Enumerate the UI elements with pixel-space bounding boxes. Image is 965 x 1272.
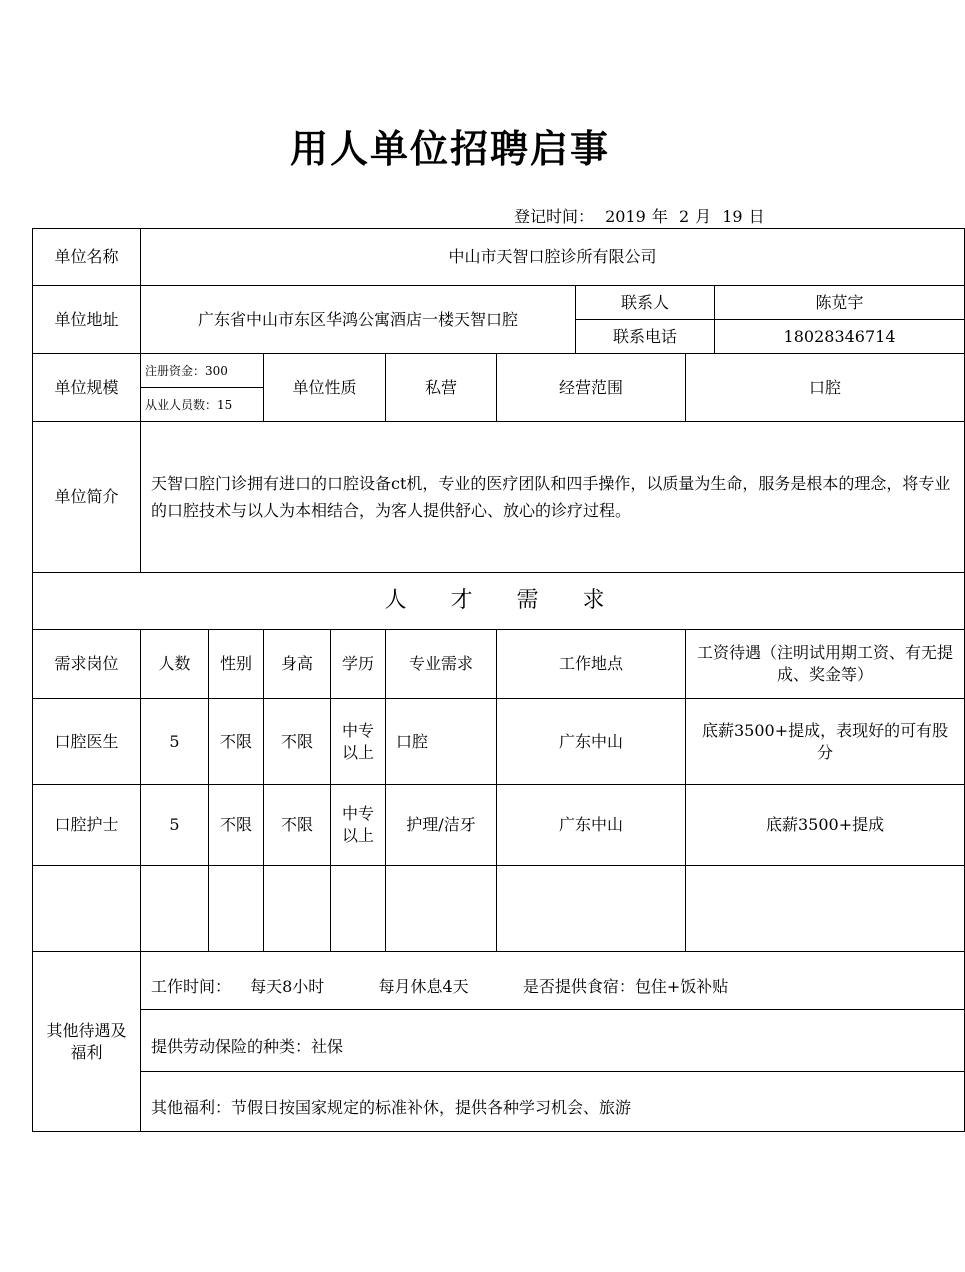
empty-cell xyxy=(209,866,264,952)
phone-label: 联系电话 xyxy=(576,320,715,354)
insurance-value: 社保 xyxy=(311,1036,344,1056)
row-count: 5 xyxy=(141,699,209,785)
empty-cell xyxy=(386,866,497,952)
row-location: 广东中山 xyxy=(497,785,686,866)
header-count: 人数 xyxy=(141,630,209,699)
registration-day: 19 xyxy=(722,207,743,226)
company-address-label: 单位地址 xyxy=(33,286,141,354)
recruitment-form xyxy=(32,228,965,1132)
empty-cell xyxy=(331,866,386,952)
row-salary: 底薪3500+提成 xyxy=(686,785,965,866)
contact-person: 陈苋宇 xyxy=(715,286,965,320)
header-location: 工作地点 xyxy=(497,630,686,699)
row-salary: 底薪3500+提成，表现好的可有股分 xyxy=(686,699,965,785)
contact-phone: 18028346714 xyxy=(715,320,965,354)
row-gender: 不限 xyxy=(209,699,264,785)
empty-cell xyxy=(141,866,209,952)
meal-label: 是否提供食宿： xyxy=(522,976,635,996)
company-nature: 私营 xyxy=(386,354,497,422)
header-gender: 性别 xyxy=(209,630,264,699)
row-position: 口腔护士 xyxy=(33,785,141,866)
row-major: 护理/洁牙 xyxy=(386,785,497,866)
month-unit: 月 xyxy=(695,207,712,226)
work-time-label: 工作时间： xyxy=(151,976,232,996)
empty-cell xyxy=(33,866,141,952)
row-location: 广东中山 xyxy=(497,699,686,785)
row-count: 5 xyxy=(141,785,209,866)
company-intro-label: 单位简介 xyxy=(33,422,141,573)
registration-label: 登记时间： xyxy=(514,207,595,226)
page-title: 用人单位招聘启事 xyxy=(289,127,610,171)
insurance-label: 提供劳动保险的种类： xyxy=(151,1036,312,1056)
header-major: 专业需求 xyxy=(386,630,497,699)
registered-capital: 注册资金：300 xyxy=(141,354,264,388)
row-education: 中专以上 xyxy=(331,699,386,785)
day-unit: 日 xyxy=(748,207,765,226)
contact-label: 联系人 xyxy=(576,286,715,320)
empty-cell xyxy=(264,866,331,952)
header-education: 学历 xyxy=(331,630,386,699)
company-name: 中山市天智口腔诊所有限公司 xyxy=(141,229,965,286)
business-scope-label: 经营范围 xyxy=(497,354,686,422)
staff-count: 从业人员数：15 xyxy=(141,388,264,422)
row-height: 不限 xyxy=(264,785,331,866)
table-row xyxy=(33,785,965,866)
row-height: 不限 xyxy=(264,699,331,785)
other-benefits-row xyxy=(141,1072,965,1132)
empty-cell xyxy=(497,866,686,952)
registration-year: 2019 xyxy=(605,207,646,226)
row-gender: 不限 xyxy=(209,785,264,866)
header-position: 需求岗位 xyxy=(33,630,141,699)
header-salary: 工资待遇（注明试用期工资、有无提成、奖金等） xyxy=(686,630,965,699)
other-benefits-label: 其他福利： xyxy=(151,1097,232,1117)
row-major: 口腔 xyxy=(386,699,497,785)
company-address: 广东省中山市东区华鸿公寓酒店一楼天智口腔 xyxy=(141,286,576,354)
rest-days: 每月休息4天 xyxy=(378,976,469,996)
company-nature-label: 单位性质 xyxy=(264,354,386,422)
insurance-row xyxy=(141,1010,965,1072)
work-time-row xyxy=(141,952,965,1010)
company-intro: 天智口腔门诊拥有进口的口腔设备ct机，专业的医疗团队和四手操作，以质量为生命，服务是根本的理念，将专业的口腔技术与以人为本相结合，为客人提供舒心、放心的诊疗过程。 xyxy=(141,422,965,573)
meal-value: 包住+饭补贴 xyxy=(634,976,729,996)
empty-cell xyxy=(686,866,965,952)
registration-date xyxy=(514,204,771,227)
company-scale-label: 单位规模 xyxy=(33,354,141,422)
other-benefits-value: 节假日按国家规定的标准补休，提供各种学习机会、旅游 xyxy=(231,1097,632,1117)
year-unit: 年 xyxy=(651,207,668,226)
table-row xyxy=(33,699,965,785)
row-position: 口腔医生 xyxy=(33,699,141,785)
company-name-label: 单位名称 xyxy=(33,229,141,286)
business-scope: 口腔 xyxy=(686,354,965,422)
table-row-empty xyxy=(33,866,965,952)
row-education: 中专以上 xyxy=(331,785,386,866)
work-time: 每天8小时 xyxy=(250,976,325,996)
header-height: 身高 xyxy=(264,630,331,699)
registration-month: 2 xyxy=(678,207,690,226)
talent-demand-title: 人才需求 xyxy=(33,573,965,630)
benefits-label: 其他待遇及福利 xyxy=(33,952,141,1132)
